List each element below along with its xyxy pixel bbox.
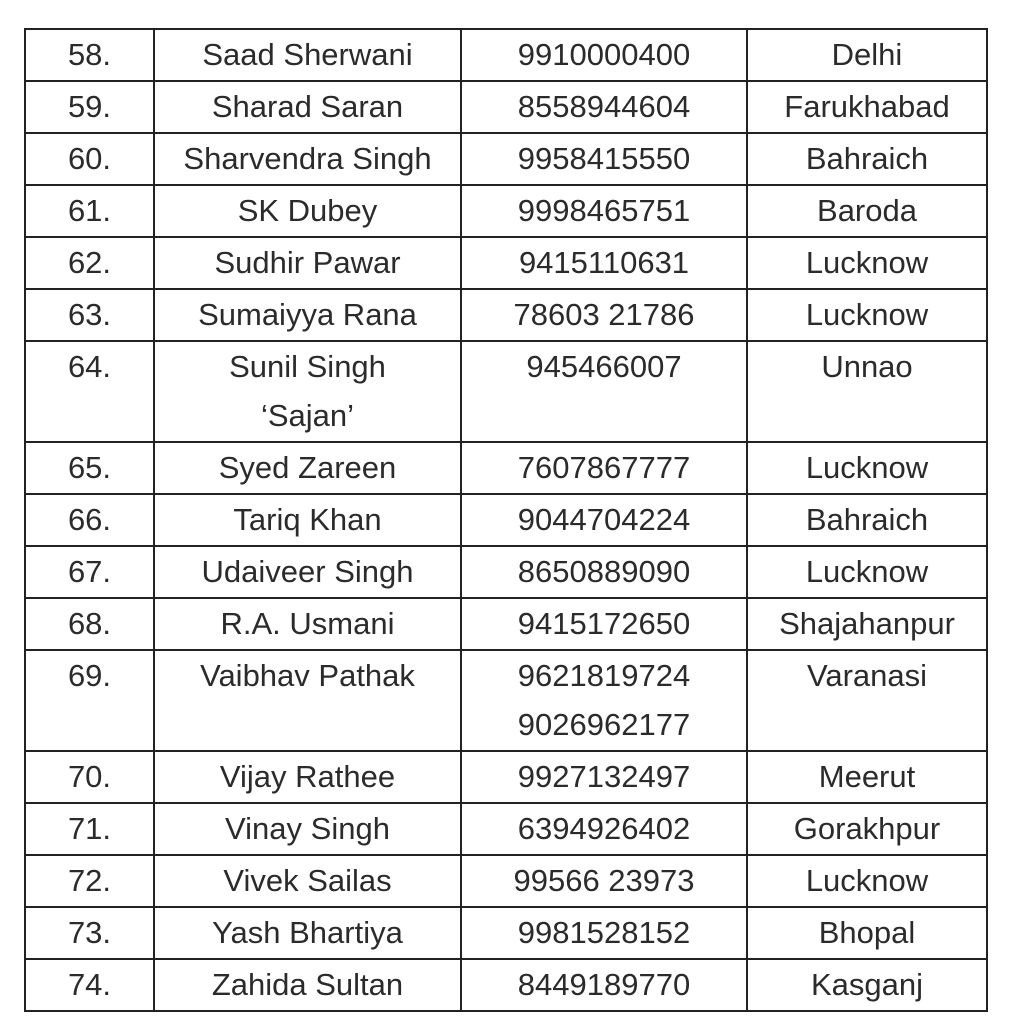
name-cell <box>154 29 461 81</box>
city-cell: Baroda <box>747 185 987 237</box>
table-row <box>25 442 987 494</box>
name-line: R.A. Usmani <box>220 606 395 641</box>
serial-number-cell: 73. <box>25 907 154 959</box>
serial-number-cell: 71. <box>25 803 154 855</box>
table-row <box>25 803 987 855</box>
phone-cell <box>461 650 747 751</box>
phone-line: 8449189770 <box>517 967 691 1002</box>
serial-number-cell: 66. <box>25 494 154 546</box>
name-line: Saad Sherwani <box>202 37 413 72</box>
city-cell: Lucknow <box>747 289 987 341</box>
serial-number-cell: 67. <box>25 546 154 598</box>
table-row <box>25 341 987 442</box>
table-row <box>25 133 987 185</box>
table-row <box>25 185 987 237</box>
name-line: Sumaiyya Rana <box>198 297 417 332</box>
phone-cell <box>461 494 747 546</box>
phone-line: 9621819724 <box>517 658 691 693</box>
phone-cell <box>461 442 747 494</box>
phone-line: 9927132497 <box>517 759 691 794</box>
phone-line: 9415110631 <box>518 245 690 280</box>
table-row <box>25 494 987 546</box>
table-row <box>25 81 987 133</box>
name-cell <box>154 442 461 494</box>
serial-number-cell: 62. <box>25 237 154 289</box>
name-cell <box>154 959 461 1011</box>
serial-number-cell: 61. <box>25 185 154 237</box>
name-cell <box>154 237 461 289</box>
phone-cell <box>461 546 747 598</box>
serial-number-cell: 69. <box>25 650 154 751</box>
city-cell: Meerut <box>747 751 987 803</box>
table-row <box>25 751 987 803</box>
phone-cell <box>461 237 747 289</box>
city-cell: Bahraich <box>747 494 987 546</box>
name-cell <box>154 546 461 598</box>
city-cell: Shajahanpur <box>747 598 987 650</box>
phone-line: 78603 21786 <box>513 297 695 332</box>
phone-cell <box>461 907 747 959</box>
city-cell: Lucknow <box>747 442 987 494</box>
serial-number-cell: 60. <box>25 133 154 185</box>
serial-number-cell: 64. <box>25 341 154 442</box>
phone-line: 9910000400 <box>517 37 691 72</box>
table-row <box>25 546 987 598</box>
phone-line: 945466007 <box>526 349 682 384</box>
phone-line: 6394926402 <box>517 811 691 846</box>
city-cell: Lucknow <box>747 546 987 598</box>
serial-number-cell: 63. <box>25 289 154 341</box>
serial-number-cell: 70. <box>25 751 154 803</box>
name-line: Zahida Sultan <box>211 967 404 1002</box>
name-line: Sharvendra Singh <box>183 141 432 176</box>
serial-number-cell: 59. <box>25 81 154 133</box>
name-cell <box>154 803 461 855</box>
serial-number-cell: 68. <box>25 598 154 650</box>
name-cell <box>154 341 461 442</box>
table-row <box>25 237 987 289</box>
phone-line: 9415172650 <box>517 606 691 641</box>
phone-line: 9981528152 <box>517 915 691 950</box>
name-line: Yash Bhartiya <box>212 915 403 950</box>
serial-number-cell: 74. <box>25 959 154 1011</box>
table-row <box>25 959 987 1011</box>
name-line: Sharad Saran <box>211 89 404 124</box>
phone-cell <box>461 341 747 442</box>
phone-line: 9958415550 <box>517 141 691 176</box>
city-cell: Gorakhpur <box>747 803 987 855</box>
name-cell <box>154 650 461 751</box>
table-row <box>25 907 987 959</box>
name-line: Sudhir Pawar <box>214 245 401 280</box>
phone-line: 9026962177 <box>517 707 691 742</box>
name-line: Vinay Singh <box>225 811 390 846</box>
name-line: Udaiveer Singh <box>201 554 414 589</box>
city-cell: Bahraich <box>747 133 987 185</box>
serial-number-cell: 65. <box>25 442 154 494</box>
name-cell <box>154 907 461 959</box>
phone-line: 99566 23973 <box>513 863 695 898</box>
serial-number-cell: 72. <box>25 855 154 907</box>
name-line: Syed Zareen <box>218 450 397 485</box>
city-cell: Delhi <box>747 29 987 81</box>
name-line: Vivek Sailas <box>223 863 392 898</box>
phone-cell <box>461 81 747 133</box>
name-cell <box>154 855 461 907</box>
phone-line: 9044704224 <box>517 502 691 537</box>
phone-cell <box>461 598 747 650</box>
name-line: Tariq Khan <box>233 502 382 537</box>
city-cell: Lucknow <box>747 855 987 907</box>
phone-cell <box>461 185 747 237</box>
name-line: Vijay Rathee <box>219 759 396 794</box>
phone-line: 9998465751 <box>517 193 691 228</box>
phone-cell <box>461 803 747 855</box>
table-row <box>25 289 987 341</box>
phone-line: 7607867777 <box>517 450 691 485</box>
name-line: Vaibhav Pathak <box>200 658 415 693</box>
name-cell <box>154 494 461 546</box>
phone-cell <box>461 133 747 185</box>
phone-cell <box>461 751 747 803</box>
name-cell <box>154 289 461 341</box>
table-row <box>25 650 987 751</box>
table-row <box>25 855 987 907</box>
phone-cell <box>461 289 747 341</box>
serial-number-cell: 58. <box>25 29 154 81</box>
phone-cell <box>461 959 747 1011</box>
phone-cell <box>461 29 747 81</box>
contact-table-body <box>25 29 987 1011</box>
city-cell: Varanasi <box>747 650 987 751</box>
table-row <box>25 29 987 81</box>
table-row <box>25 598 987 650</box>
name-cell <box>154 185 461 237</box>
city-cell: Unnao <box>747 341 987 442</box>
name-line: Sunil Singh <box>229 349 386 384</box>
city-cell: Bhopal <box>747 907 987 959</box>
city-cell: Kasganj <box>747 959 987 1011</box>
contact-table <box>24 28 988 1012</box>
city-cell: Lucknow <box>747 237 987 289</box>
phone-line: 8558944604 <box>517 89 691 124</box>
name-line: ‘Sajan’ <box>260 398 355 433</box>
phone-cell <box>461 855 747 907</box>
name-cell <box>154 81 461 133</box>
name-cell <box>154 133 461 185</box>
name-line: SK Dubey <box>237 193 378 228</box>
name-cell <box>154 751 461 803</box>
name-cell <box>154 598 461 650</box>
city-cell: Farukhabad <box>747 81 987 133</box>
phone-line: 8650889090 <box>517 554 691 589</box>
